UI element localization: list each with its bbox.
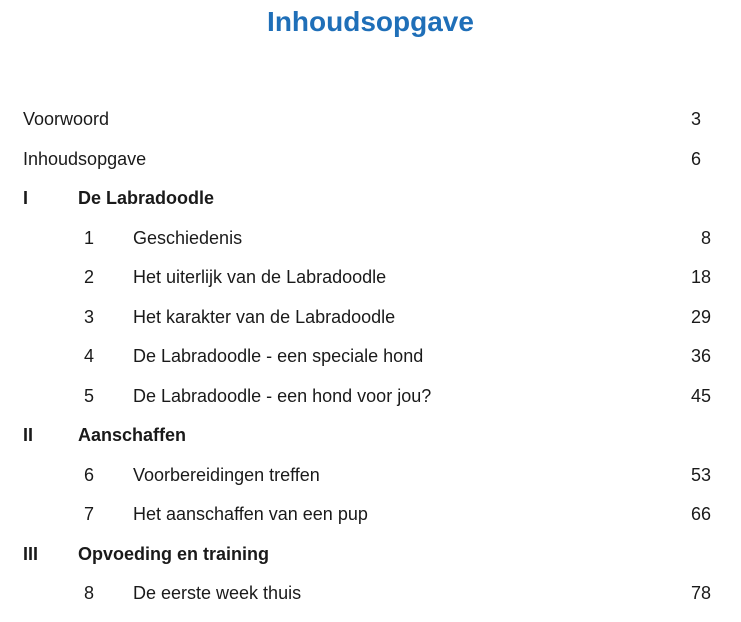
page-title: Inhoudsopgave (267, 6, 474, 37)
toc-chapter-entry[interactable] (0, 339, 741, 379)
toc-entry-label: Inhoudsopgave (23, 148, 147, 169)
toc-part-heading[interactable] (0, 418, 741, 458)
toc-chapter-label: Geschiedenis (133, 227, 243, 248)
toc-chapter-label: Het aanschaffen van een pup (133, 504, 368, 524)
toc-part-heading[interactable] (0, 537, 741, 577)
toc-chapter-entry[interactable] (0, 458, 741, 498)
toc-chapter-label: De Labradoodle - een speciale hond (133, 346, 424, 366)
toc-entry-label: Voorwoord (23, 109, 110, 129)
toc-chapter-number: 2 (84, 267, 95, 287)
toc-chapter-label: Het karakter van de Labradoodle (133, 306, 396, 327)
toc-chapter-entry[interactable] (0, 576, 741, 616)
toc-chapter-page: 45 (690, 385, 711, 406)
toc-chapter-number: 3 (84, 306, 95, 327)
toc-entry-inhoudsopgave[interactable] (0, 142, 741, 182)
toc-chapter-number: 6 (84, 464, 95, 485)
toc-part-number: II (23, 425, 34, 445)
toc-chapter-number: 5 (84, 385, 95, 406)
toc-chapter-number: 7 (84, 504, 95, 524)
toc-chapter-page: 18 (690, 267, 711, 287)
toc-chapter-label: De eerste week thuis (133, 583, 302, 603)
toc-chapter-label: De Labradoodle - een hond voor jou? (133, 385, 432, 406)
toc-chapter-number: 8 (84, 583, 95, 603)
toc-chapter-entry[interactable] (0, 497, 741, 537)
toc-part-number: I (23, 188, 29, 208)
toc-part-number: III (23, 543, 39, 564)
table-of-contents (0, 102, 741, 616)
toc-part-heading[interactable] (0, 181, 741, 221)
toc-chapter-page: 66 (690, 504, 711, 524)
toc-chapter-label: Voorbereidingen treffen (133, 464, 320, 485)
toc-chapter-page: 36 (690, 346, 711, 366)
toc-entry-voorwoord[interactable] (0, 102, 741, 142)
toc-chapter-entry[interactable] (0, 379, 741, 419)
toc-chapter-page: 53 (690, 464, 711, 485)
toc-chapter-label: Het uiterlijk van de Labradoodle (133, 267, 387, 287)
toc-part-label: De Labradoodle (78, 188, 215, 208)
toc-entry-page: 6 (690, 148, 701, 169)
toc-part-label: Aanschaffen (78, 425, 187, 445)
toc-chapter-page: 8 (700, 227, 711, 248)
toc-chapter-entry[interactable] (0, 300, 741, 340)
toc-part-label: Opvoeding en training (78, 543, 270, 564)
toc-chapter-entry[interactable] (0, 221, 741, 261)
toc-chapter-page: 29 (690, 306, 711, 327)
toc-chapter-page: 78 (690, 583, 711, 603)
toc-chapter-number: 4 (84, 346, 95, 366)
toc-chapter-number: 1 (84, 227, 95, 248)
toc-entry-page: 3 (690, 109, 701, 129)
toc-chapter-entry[interactable] (0, 260, 741, 300)
